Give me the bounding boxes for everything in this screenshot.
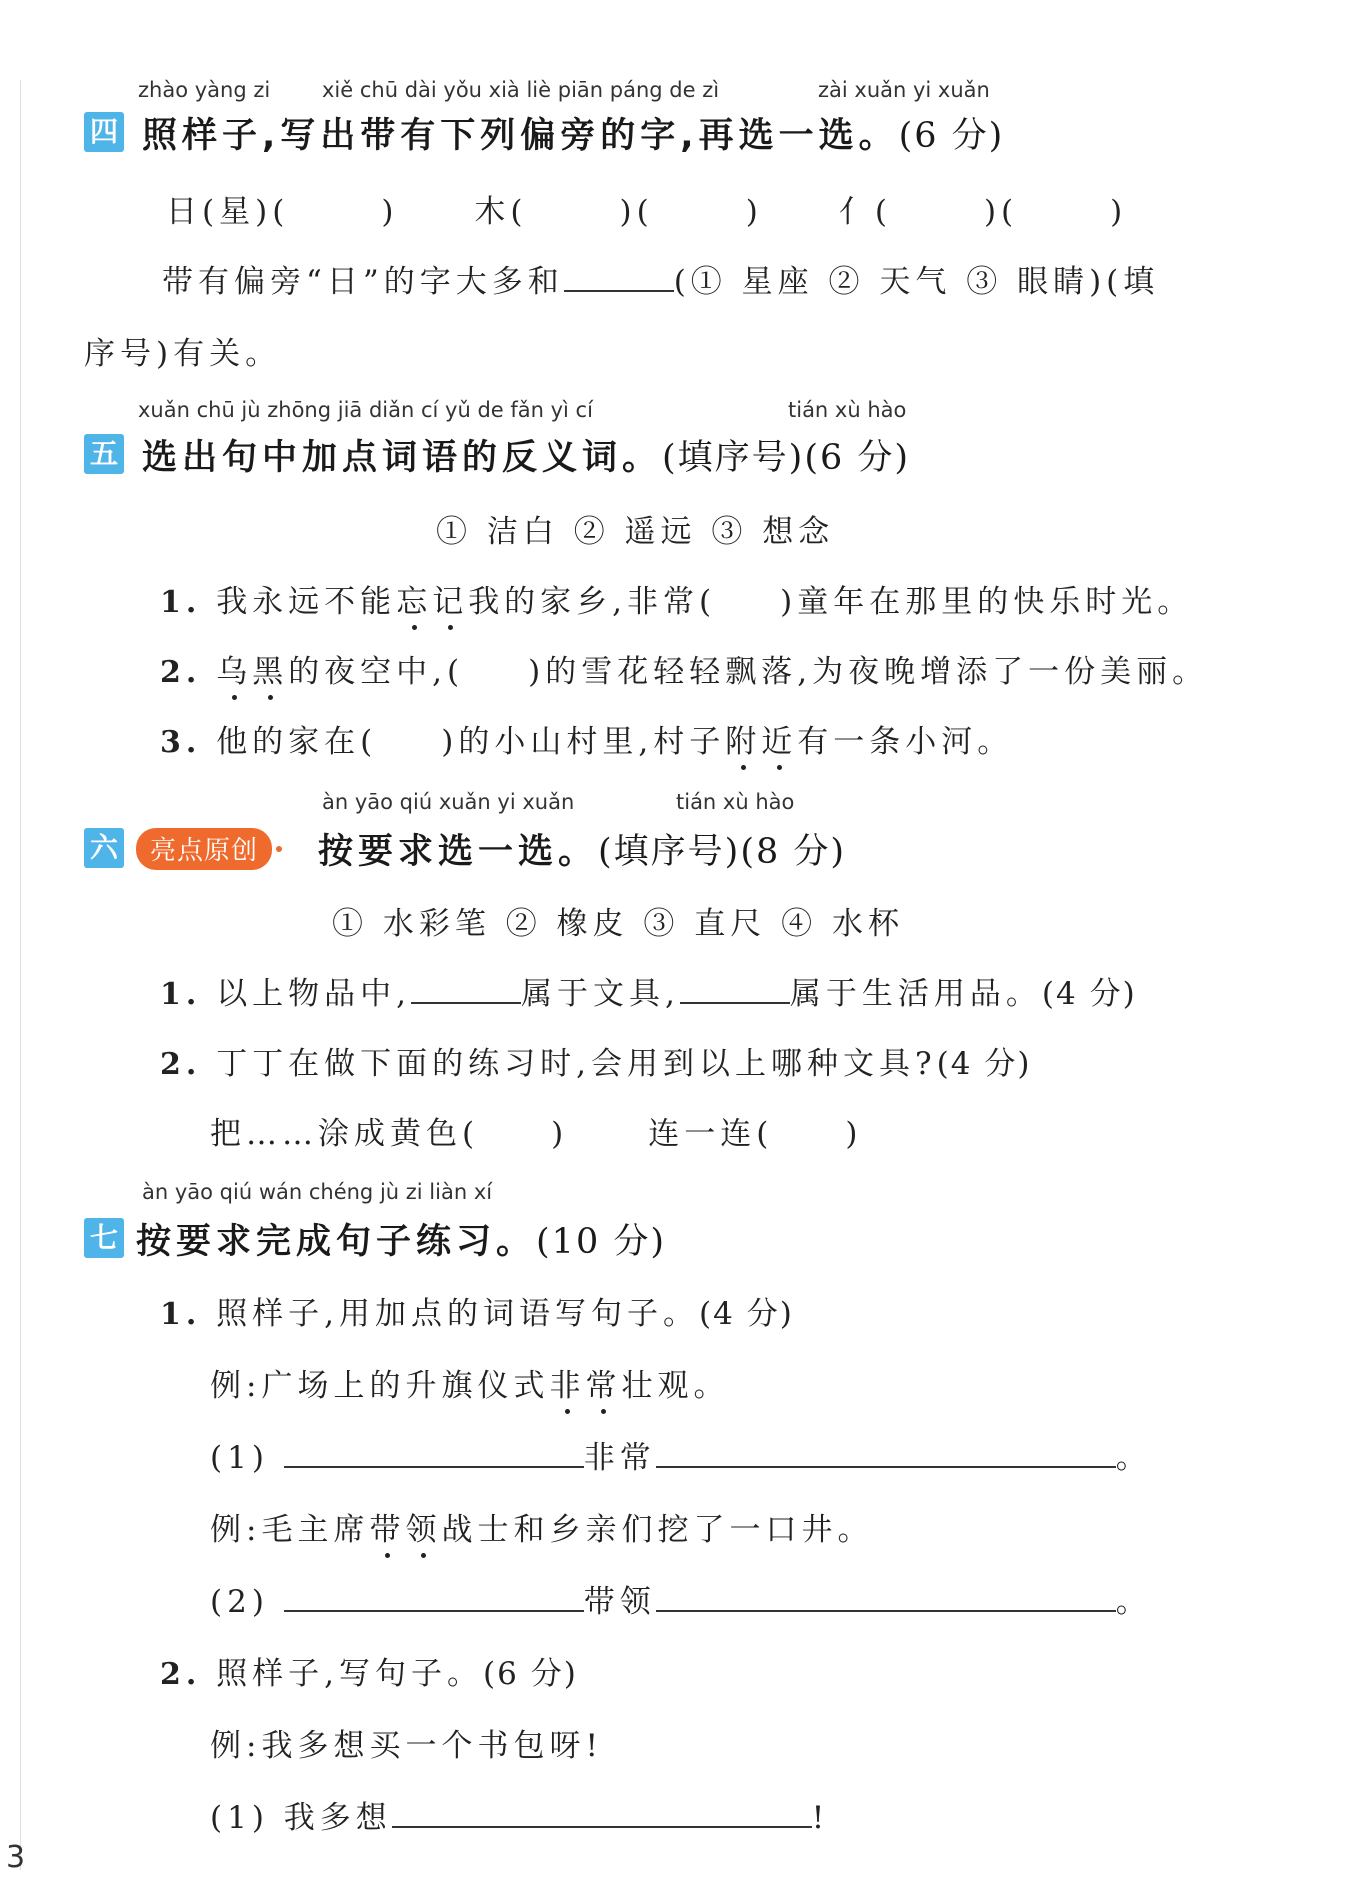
section4-title-text: 照样子,写出带有下列偏旁的字,再选一选。	[142, 116, 899, 156]
item-text: )童年在那里的快乐时光。	[780, 584, 1194, 620]
item-number: 1.	[160, 585, 202, 620]
dotted-char: 附	[725, 724, 762, 760]
dotted-char: 带	[369, 1512, 406, 1548]
original-highlight-tag: 亮点原创	[136, 828, 272, 870]
dotted-char: 记	[432, 584, 469, 620]
example-text: 战士和乡亲们挖了一口井。	[441, 1512, 874, 1548]
section6-title-text: 按要求选一选。	[318, 832, 599, 872]
fill-word: 我多想	[283, 1800, 392, 1836]
item-number: 3.	[160, 725, 202, 760]
item-score: (4 分)	[936, 1046, 1032, 1082]
section5-title-text: 选出句中加点词语的反义词。	[142, 438, 663, 478]
example-text: 例:广场上的升旗仪式	[210, 1368, 550, 1404]
section6-q2	[160, 1038, 1031, 1083]
choice-connect: 连一连(	[648, 1116, 774, 1152]
section4-badge: 四	[84, 112, 124, 152]
example-text: 例:毛主席	[210, 1512, 370, 1548]
sentence-blank[interactable]	[392, 1826, 812, 1828]
dotted-char: 领	[405, 1512, 442, 1548]
section4-pinyin-3: zài xuǎn yi xuǎn	[818, 78, 990, 102]
section7-score: (10 分)	[536, 1222, 666, 1262]
item-text: 属于文具,	[521, 976, 680, 1012]
fill-end: 。	[1115, 1440, 1152, 1476]
section7-badge: 七	[84, 1218, 124, 1258]
item-text: 的夜空中,(	[288, 654, 465, 690]
section5-score: (填序号)(6 分)	[662, 438, 911, 478]
section6-pinyin-1: àn yāo qiú xuǎn yi xuǎn	[322, 790, 575, 814]
fill-end: !	[811, 1800, 830, 1836]
section7-fill-3	[210, 1792, 829, 1837]
section6-q2-choices	[210, 1108, 862, 1153]
section6-badge: 六	[84, 828, 124, 868]
dotted-char: 近	[761, 724, 798, 760]
fill-label: (1)	[210, 1800, 269, 1836]
dotted-char: 常	[585, 1368, 622, 1404]
section7-fill-2	[210, 1576, 1152, 1621]
item-text: )的雪花轻轻飘落,为夜晚增添了一份美丽。	[528, 654, 1209, 690]
dotted-char: 黑	[252, 654, 289, 690]
section7-fill-1	[210, 1432, 1152, 1477]
section6-options: ① 水彩笔 ② 橡皮 ③ 直尺 ④ 水杯	[332, 906, 904, 942]
section5-item-1	[160, 576, 1193, 621]
fill-word: 非常	[583, 1440, 656, 1476]
section5-pinyin-2: tián xù hào	[788, 398, 907, 422]
section7-title-text: 按要求完成句子练习。	[136, 1222, 537, 1262]
section7-title	[136, 1214, 666, 1264]
dotted-char: 乌	[216, 654, 253, 690]
item-score: (4 分)	[1041, 976, 1137, 1012]
radical-mu: 木	[474, 194, 511, 230]
dotted-char: 忘	[396, 584, 433, 620]
sentence-blank-before[interactable]	[284, 1466, 584, 1468]
item-text: )的小山村里,村子	[441, 724, 726, 760]
sentence-blank-before[interactable]	[284, 1610, 584, 1612]
item-text: 照样子,用加点的词语写句子。	[216, 1296, 700, 1332]
item-text: 属于生活用品。	[789, 976, 1042, 1012]
page-number: 3	[6, 1840, 26, 1875]
answer-blank-daily[interactable]	[680, 1002, 790, 1004]
item-text: 我永远不能	[216, 584, 397, 620]
section4-pinyin-2: xiě chū dài yǒu xià liè piān páng de zì	[322, 78, 720, 102]
section7-example-1	[210, 1360, 729, 1405]
item-text: 他的家在(	[216, 724, 378, 760]
sentence-blank-after[interactable]	[656, 1610, 1116, 1612]
section5-item-2	[160, 646, 1208, 691]
section7-example-3: 例:我多想买一个书包呀!	[210, 1728, 603, 1764]
item-number: 2.	[160, 1047, 202, 1082]
item-text: 照样子,写句子。	[216, 1656, 484, 1692]
item-score: (6 分)	[483, 1656, 578, 1692]
fill-label: (2)	[210, 1584, 269, 1620]
section4-question	[162, 256, 1159, 301]
section5-options: ① 洁白 ② 遥远 ③ 想念	[436, 514, 835, 550]
item-number: 2.	[160, 1657, 202, 1692]
radical-ri: 日	[166, 194, 202, 230]
dotted-char: 非	[549, 1368, 586, 1404]
item-text: 以上物品中,	[216, 976, 412, 1012]
item-score: (4 分)	[699, 1296, 794, 1332]
item-number: 1.	[160, 977, 202, 1012]
item-number: 1.	[160, 1297, 202, 1332]
fill-label: (1)	[210, 1440, 269, 1476]
section4-answer-blank[interactable]	[564, 290, 674, 292]
section4-score: (6 分)	[898, 116, 1005, 156]
example-text: 壮观。	[621, 1368, 730, 1404]
paren: )	[551, 1116, 569, 1152]
fill-end: 。	[1115, 1584, 1152, 1620]
section4-title	[142, 108, 1004, 158]
item-text: 有一条小河。	[797, 724, 1014, 760]
section7-q1	[160, 1288, 794, 1333]
section5-title	[142, 430, 910, 480]
section5-item-3	[160, 716, 1013, 761]
section4-row1: 日(星)( ) 木( )( ) 亻( )( )	[166, 194, 1128, 230]
section4-question-end: 序号)有关。	[84, 336, 282, 372]
section6-pinyin-2: tián xù hào	[676, 790, 795, 814]
section6-score: (填序号)(8 分)	[598, 832, 847, 872]
fill-word: 带领	[583, 1584, 656, 1620]
section6-title	[318, 824, 846, 874]
item-text: 丁丁在做下面的练习时,会用到以上哪种文具?	[216, 1046, 937, 1082]
sentence-blank-after[interactable]	[656, 1466, 1116, 1468]
choice-color: 把……涂成黄色(	[210, 1116, 480, 1152]
section4-options: (① 星座 ② 天气 ③ 眼睛)(填	[673, 264, 1160, 300]
section5-badge: 五	[84, 434, 124, 474]
item-number: 2.	[160, 655, 202, 690]
section7-q2	[160, 1648, 578, 1693]
section7-example-2	[210, 1504, 873, 1549]
answer-blank-stationery[interactable]	[411, 1002, 521, 1004]
page-margin-line	[20, 80, 21, 1870]
section4-pinyin-1: zhào yàng zi	[138, 78, 271, 102]
radical-ren: 亻	[838, 194, 875, 230]
example-xing: 星	[219, 194, 256, 230]
section7-pinyin-1: àn yāo qiú wán chéng jù zi liàn xí	[142, 1180, 493, 1204]
item-text: 我的家乡,非常(	[468, 584, 717, 620]
section6-q1	[160, 968, 1137, 1013]
section4-question-text: 带有偏旁“日”的字大多和	[162, 264, 564, 300]
section5-pinyin-1: xuǎn chū jù zhōng jiā diǎn cí yǔ de fǎn yì cí	[138, 398, 593, 422]
paren: )	[845, 1116, 863, 1152]
